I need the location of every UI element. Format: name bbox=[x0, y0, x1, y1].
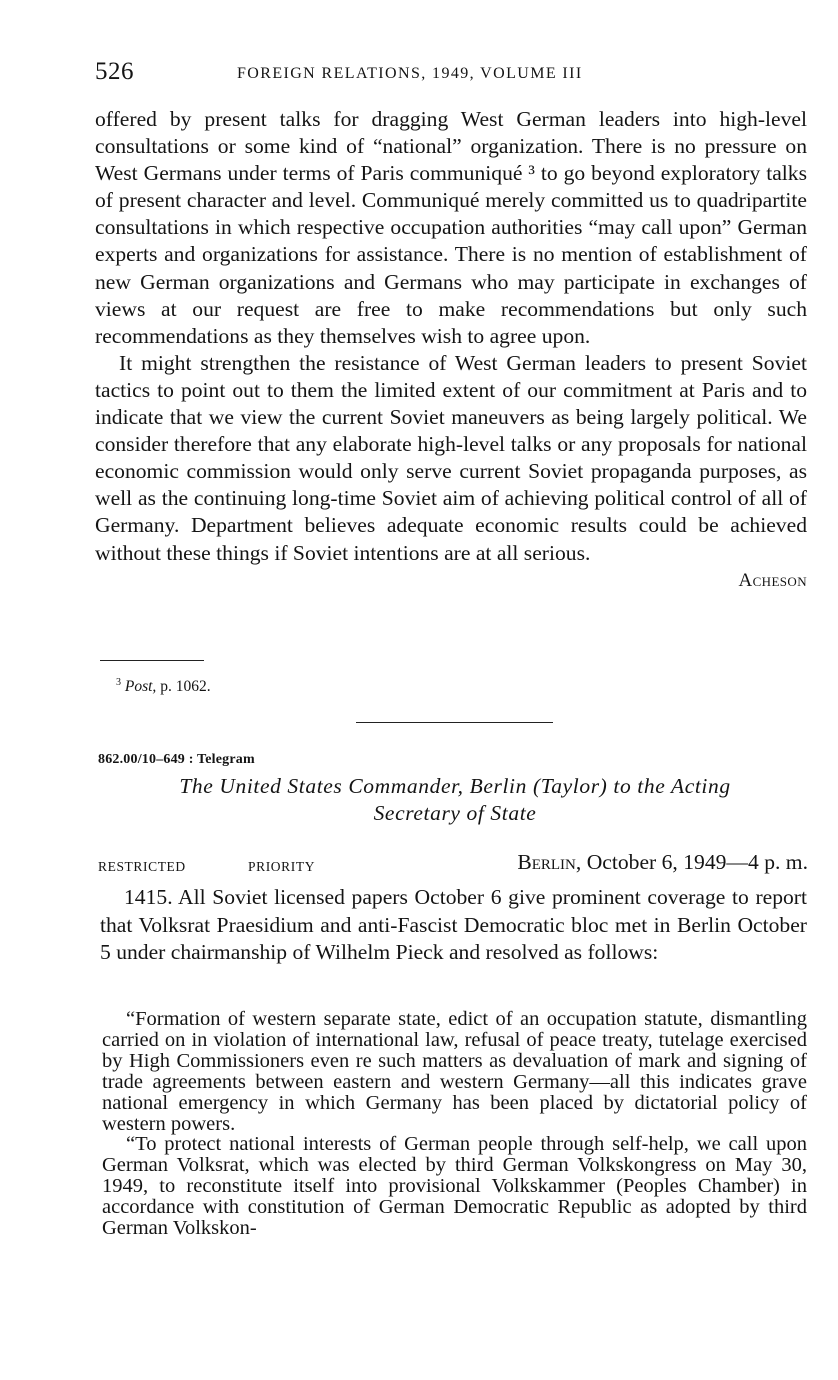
footnote-marker: 3 bbox=[116, 676, 121, 688]
page-number: 526 bbox=[95, 58, 134, 85]
quoted-resolution bbox=[102, 1009, 807, 1239]
telegram-paragraph: 1415. All Soviet licensed papers October 6 give prominent coverage to report that Volksrat Praesidium and anti-Fascist Democratic bloc met in Berlin October 5 under chairmanship of Wilhelm Pieck and resolved as follows: bbox=[100, 885, 807, 965]
footnote bbox=[116, 678, 211, 696]
quote-paragraph: “Formation of western separate state, edict of an occupation statute, dismantling carried on in violation of international law, refusal of peace treaty, tutelage exercised by High Commissioners even re such matters as devaluation of mark and signing of trade agreements between eastern and western Germany—all this indicates grave national emergency in which Germany has been placed by dictatorial policy of western powers. bbox=[102, 1008, 807, 1135]
telegram-body bbox=[100, 884, 807, 967]
footnote-text: p. 1062. bbox=[160, 678, 211, 695]
dateline-date: October 6, 1949—4 p. m. bbox=[586, 850, 808, 874]
dateline bbox=[517, 850, 808, 875]
footnote-divider bbox=[100, 660, 204, 661]
document-meta-row bbox=[98, 850, 808, 876]
section-divider bbox=[356, 722, 553, 723]
document-title-line: Secretary of State bbox=[373, 801, 537, 825]
body-paragraph: It might strengthen the resistance of West German leaders to present Soviet tactics to point out to them the limited extent of our commitment at Paris and to indicate that we view the current Soviet maneuvers as being largely political. We consider therefore that any elaborate high-level talks or any proposals for national economic commission would only serve current Soviet propaganda purposes, as well as the continuing long-time Soviet aim of achieving political control of all of Germany. Department believes adequate economic results could be achieved without these things if Soviet intentions are at all serious. bbox=[95, 350, 807, 565]
dateline-place: Berlin, bbox=[517, 850, 582, 874]
signature: Acheson bbox=[738, 569, 807, 591]
document-title-line: The United States Commander, Berlin (Taylor) to the Acting bbox=[179, 774, 731, 798]
classification-label: RESTRICTED bbox=[98, 859, 186, 874]
quote-paragraph: “To protect national interests of German people through self-help, we call upon German Volksrat, which was elected by third German Volkskongress on May 30, 1949, to reconstitute itself into provisional Volkskammer (Peoples Chamber) in accordance with constitution of German Democratic Republic as adopted by third German Volkskon- bbox=[102, 1133, 807, 1240]
document-title bbox=[110, 773, 800, 827]
body-paragraph: offered by present talks for dragging West German leaders into high-level consultations or some kind of “national” organization. There is no pressure on West Germans under terms of Paris communiqué ³ to go beyond exploratory talks of present character and level. Communiqué merely committed us to quadripartite consultations in which respective occupation authorities “may call upon” German experts and organizations for assistance. There is no mention of establishment of new German organizations and Germans who may participate in exchanges of views at our request are free to make recommendations but only such recommendations as they themselves wish to agree upon. bbox=[95, 107, 807, 348]
running-head: FOREIGN RELATIONS, 1949, VOLUME III bbox=[237, 65, 583, 82]
page-header bbox=[95, 58, 805, 92]
precedence-label: PRIORITY bbox=[248, 859, 316, 874]
footnote-reference: Post, bbox=[124, 678, 157, 695]
file-reference: 862.00/10–649 : Telegram bbox=[98, 752, 255, 767]
previous-document-text bbox=[95, 106, 807, 594]
